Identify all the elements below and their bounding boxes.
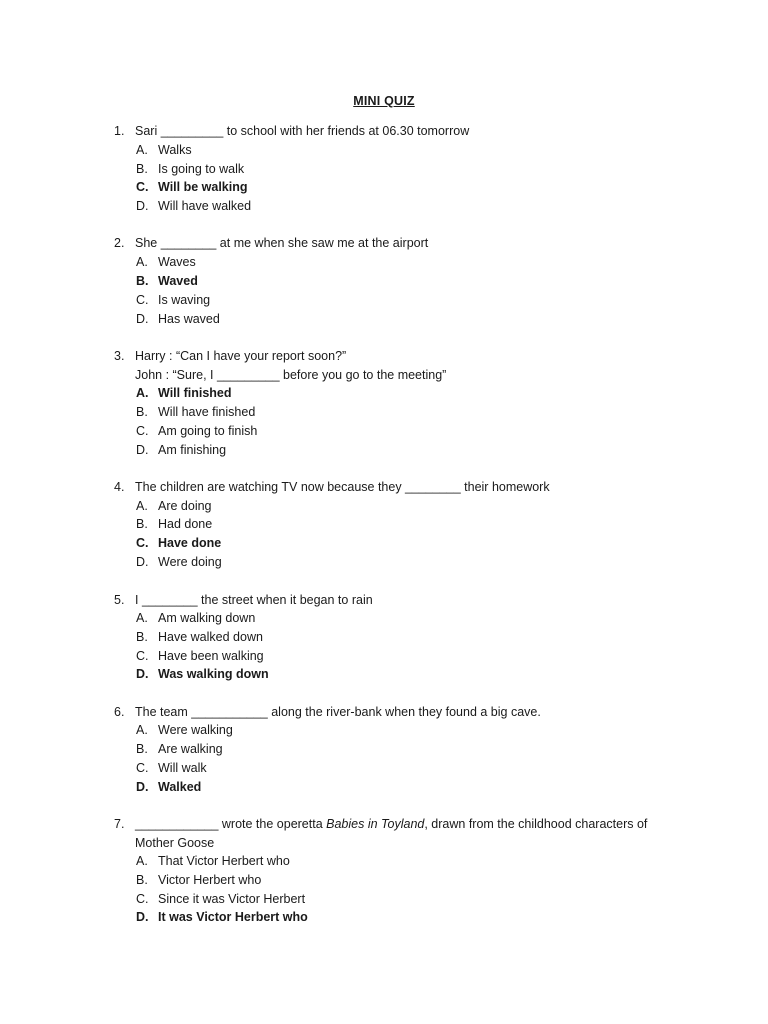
question-text: Harry : “Can I have your report soon?” [135,349,347,363]
option-text: Will finished [158,386,232,400]
question-text: She ________ at me when she saw me at the airport [135,236,429,250]
option-letter: B. [136,630,148,644]
option-text: Was walking down [158,667,269,681]
question-text: The team ___________ along the river-bank when they found a big cave. [135,705,541,719]
option-letter: D. [136,555,149,569]
question-text [135,816,647,832]
option-letter: B. [136,274,149,288]
option-text: Are walking [158,742,223,756]
option-text: Have been walking [158,649,264,663]
question-number: 1. [114,124,125,138]
question-number: 5. [114,593,125,607]
option-letter: A. [136,723,148,737]
question-number: 7. [114,817,125,831]
option-text: Will have finished [158,405,256,419]
option-letter: B. [136,517,148,531]
option-letter: C. [136,892,149,906]
option-letter: C. [136,649,149,663]
option-letter: B. [136,162,148,176]
option-text: Is going to walk [158,162,245,176]
question-number: 6. [114,705,125,719]
option-letter: A. [136,255,148,269]
option-text: Am finishing [158,443,227,457]
option-text: Has waved [158,312,220,326]
page-title: MINI QUIZ [353,94,415,108]
option-letter: D. [136,910,149,924]
option-text: Were walking [158,723,233,737]
option-text: Waved [158,274,198,288]
option-letter: D. [136,780,149,794]
option-text: Am walking down [158,611,256,625]
option-text: Since it was Victor Herbert [158,892,306,906]
option-letter: B. [136,742,148,756]
option-text: Walked [158,780,202,794]
option-text: Will have walked [158,199,252,213]
option-letter: A. [136,143,148,157]
option-text: That Victor Herbert who [158,854,290,868]
option-text: Were doing [158,555,222,569]
option-letter: C. [136,761,149,775]
option-text: Have walked down [158,630,263,644]
option-letter: B. [136,873,148,887]
option-letter: C. [136,180,149,194]
option-letter: A. [136,611,148,625]
question-text: Mother Goose [135,836,215,850]
option-letter: B. [136,405,148,419]
option-letter: A. [136,854,148,868]
option-text: Waves [158,255,196,269]
option-letter: D. [136,443,149,457]
option-letter: C. [136,293,149,307]
question-text: John : “Sure, I _________ before you go to the meeting” [135,368,447,382]
question-text-part: ____________ wrote the operetta [135,817,327,831]
option-text: Is waving [158,293,211,307]
option-text: Walks [158,143,192,157]
option-text: Had done [158,517,213,531]
question-text: I ________ the street when it began to rain [135,593,373,607]
option-text: Are doing [158,499,212,513]
option-letter: A. [136,499,148,513]
option-text: Victor Herbert who [158,873,262,887]
option-text: Will be walking [158,180,248,194]
option-text: Am going to finish [158,424,258,438]
option-letter: D. [136,312,149,326]
question-text: Sari _________ to school with her friends at 06.30 tomorrow [135,124,470,138]
option-text: Have done [158,536,222,550]
option-letter: D. [136,667,149,681]
option-letter: A. [136,386,149,400]
option-text: It was Victor Herbert who [158,910,308,924]
question-text-part: , drawn from the childhood characters of [424,817,648,831]
option-letter: C. [136,424,149,438]
option-text: Will walk [158,761,207,775]
question-number: 4. [114,480,125,494]
option-letter: D. [136,199,149,213]
question-number: 2. [114,236,125,250]
operetta-title: Babies in Toyland [326,817,425,831]
question-text: The children are watching TV now because they ________ their homework [135,480,550,494]
question-number: 3. [114,349,125,363]
option-letter: C. [136,536,149,550]
